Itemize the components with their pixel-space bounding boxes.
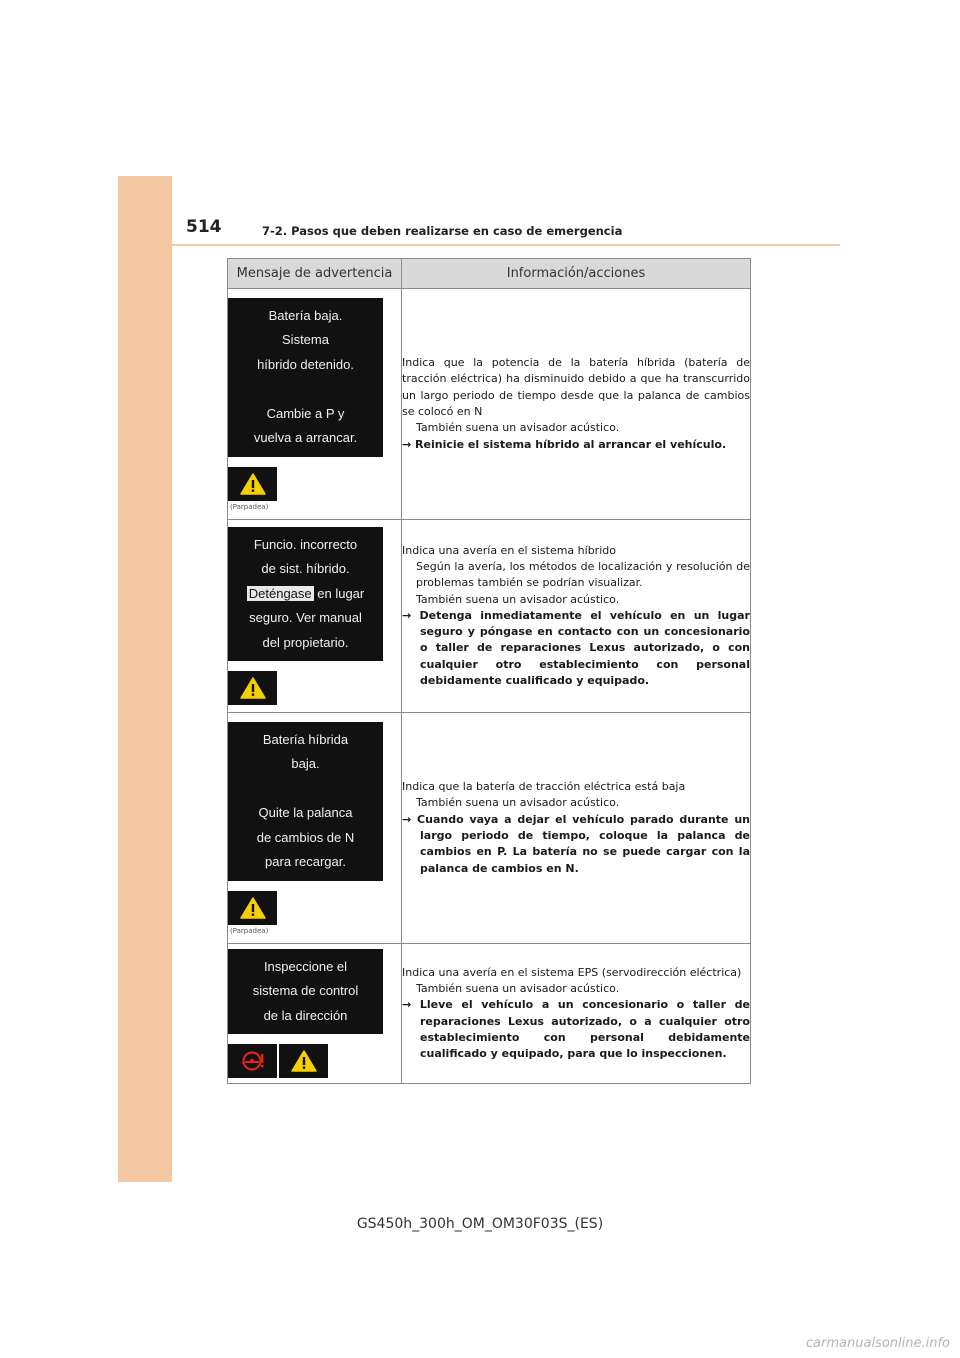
info-note: También suena un avisador acústico.: [416, 981, 620, 995]
lcd-line: híbrido detenido.: [257, 356, 354, 372]
table-row: [228, 520, 751, 713]
lcd-message-display: [228, 298, 383, 457]
message-cell: [228, 944, 402, 1084]
info-description: Indica una avería en el sistema híbrido: [402, 543, 616, 557]
info-cell: [402, 944, 751, 1084]
table-header-row: [228, 259, 751, 289]
table-row: [228, 944, 751, 1084]
power-steering-warning-icon: [228, 1044, 277, 1078]
info-action: → Reinicie el sistema híbrido al arrancar el vehículo.: [402, 437, 727, 451]
message-cell: [228, 520, 402, 713]
lcd-line: vuelva a arrancar.: [253, 430, 358, 445]
lcd-line: Batería baja.: [268, 307, 343, 323]
warning-triangle-icon: [228, 671, 277, 705]
lcd-line: sistema de control: [252, 983, 359, 999]
info-description: Indica que la batería de tracción eléctrica está baja: [402, 780, 686, 794]
column-header-message: Mensaje de advertencia: [228, 259, 402, 289]
lcd-line-highlighted: [228, 582, 383, 607]
lcd-line: [228, 377, 383, 402]
column-header-info: Información/acciones: [402, 259, 751, 289]
lcd-line: Inspeccione el: [263, 958, 348, 974]
message-cell: [228, 713, 402, 944]
lcd-line: de la dirección: [263, 1007, 348, 1023]
lcd-highlight-rest: en lugar: [313, 585, 365, 601]
warning-triangle-icon: [228, 467, 277, 501]
lcd-line: Sistema: [282, 332, 329, 347]
lcd-line: baja.: [291, 756, 320, 771]
info-note: También suena un avisador acústico.: [416, 592, 620, 606]
lcd-line: de cambios de N: [256, 829, 355, 845]
lcd-line: del propietario.: [262, 634, 349, 650]
lcd-line: Batería híbrida: [262, 731, 349, 747]
info-note: También suena un avisador acústico.: [416, 421, 620, 435]
warning-triangle-icon: [228, 891, 277, 925]
chapter-sidebar-tab: [118, 176, 172, 1182]
info-note: También suena un avisador acústico.: [416, 796, 620, 810]
info-action: → Lleve el vehículo a un concesionario o taller de reparaciones Lexus autorizado, o a cualquier otro establecimiento con personal debidamente cualificado y equipado, para que lo inspeccionen.: [402, 998, 750, 1061]
lcd-line: de sist. híbrido.: [261, 561, 350, 577]
lcd-message-display: [228, 949, 383, 1035]
warning-messages-table: [227, 258, 751, 1084]
table-row: [228, 289, 751, 520]
info-description: Indica que la potencia de la batería híbrida (batería de tracción eléctrica) ha disminuido debido a que ha transcurrido un largo periodo de tiempo desde que la palanca de cambios se colocó en N: [402, 356, 750, 418]
info-cell: [402, 289, 751, 520]
lcd-line: [228, 777, 383, 802]
document-code-footer: GS450h_300h_OM_OM30F03S_(ES): [356, 1216, 604, 1232]
info-description: Indica una avería en el sistema EPS (servodirección eléctrica): [402, 965, 742, 979]
lcd-line: Funcio. incorrecto: [253, 536, 358, 552]
warning-triangle-icon: [279, 1044, 328, 1078]
header-rule: [118, 244, 840, 246]
section-title: 7-2. Pasos que deben realizarse en caso de emergencia: [262, 224, 623, 238]
info-action: → Cuando vaya a dejar el vehículo parado durante un largo periodo de tiempo, coloque la palanca de cambios en P. La batería no se puede cargar con la palanca de cambios en N.: [402, 812, 750, 875]
info-action: → Detenga inmediatamente el vehículo en un lugar seguro y póngase en contacto con un concesionario o taller de reparaciones Lexus autorizado, o con cualquier otro establecimiento con personal debidamente cualificado y equipado.: [402, 608, 750, 688]
table-row: [228, 713, 751, 944]
blink-caption: (Parpadea): [230, 502, 269, 511]
info-cell: [402, 520, 751, 713]
page-number: 514: [186, 217, 222, 237]
blink-caption: (Parpadea): [230, 926, 269, 935]
lcd-message-display: [228, 722, 383, 881]
message-cell: [228, 289, 402, 520]
lcd-line: Quite la palanca: [258, 805, 353, 820]
lcd-line: seguro. Ver manual: [249, 610, 362, 626]
watermark[interactable]: carmanualsonline.info: [805, 1336, 950, 1351]
lcd-line: Cambie a P y: [266, 405, 345, 421]
info-cell: [402, 713, 751, 944]
lcd-line: para recargar.: [265, 854, 346, 869]
lcd-message-display: [228, 527, 383, 662]
lcd-highlight: Deténgase: [248, 585, 312, 601]
info-note: Según la avería, los métodos de localización y resolución de problemas también se podrían visualizar.: [416, 559, 750, 590]
